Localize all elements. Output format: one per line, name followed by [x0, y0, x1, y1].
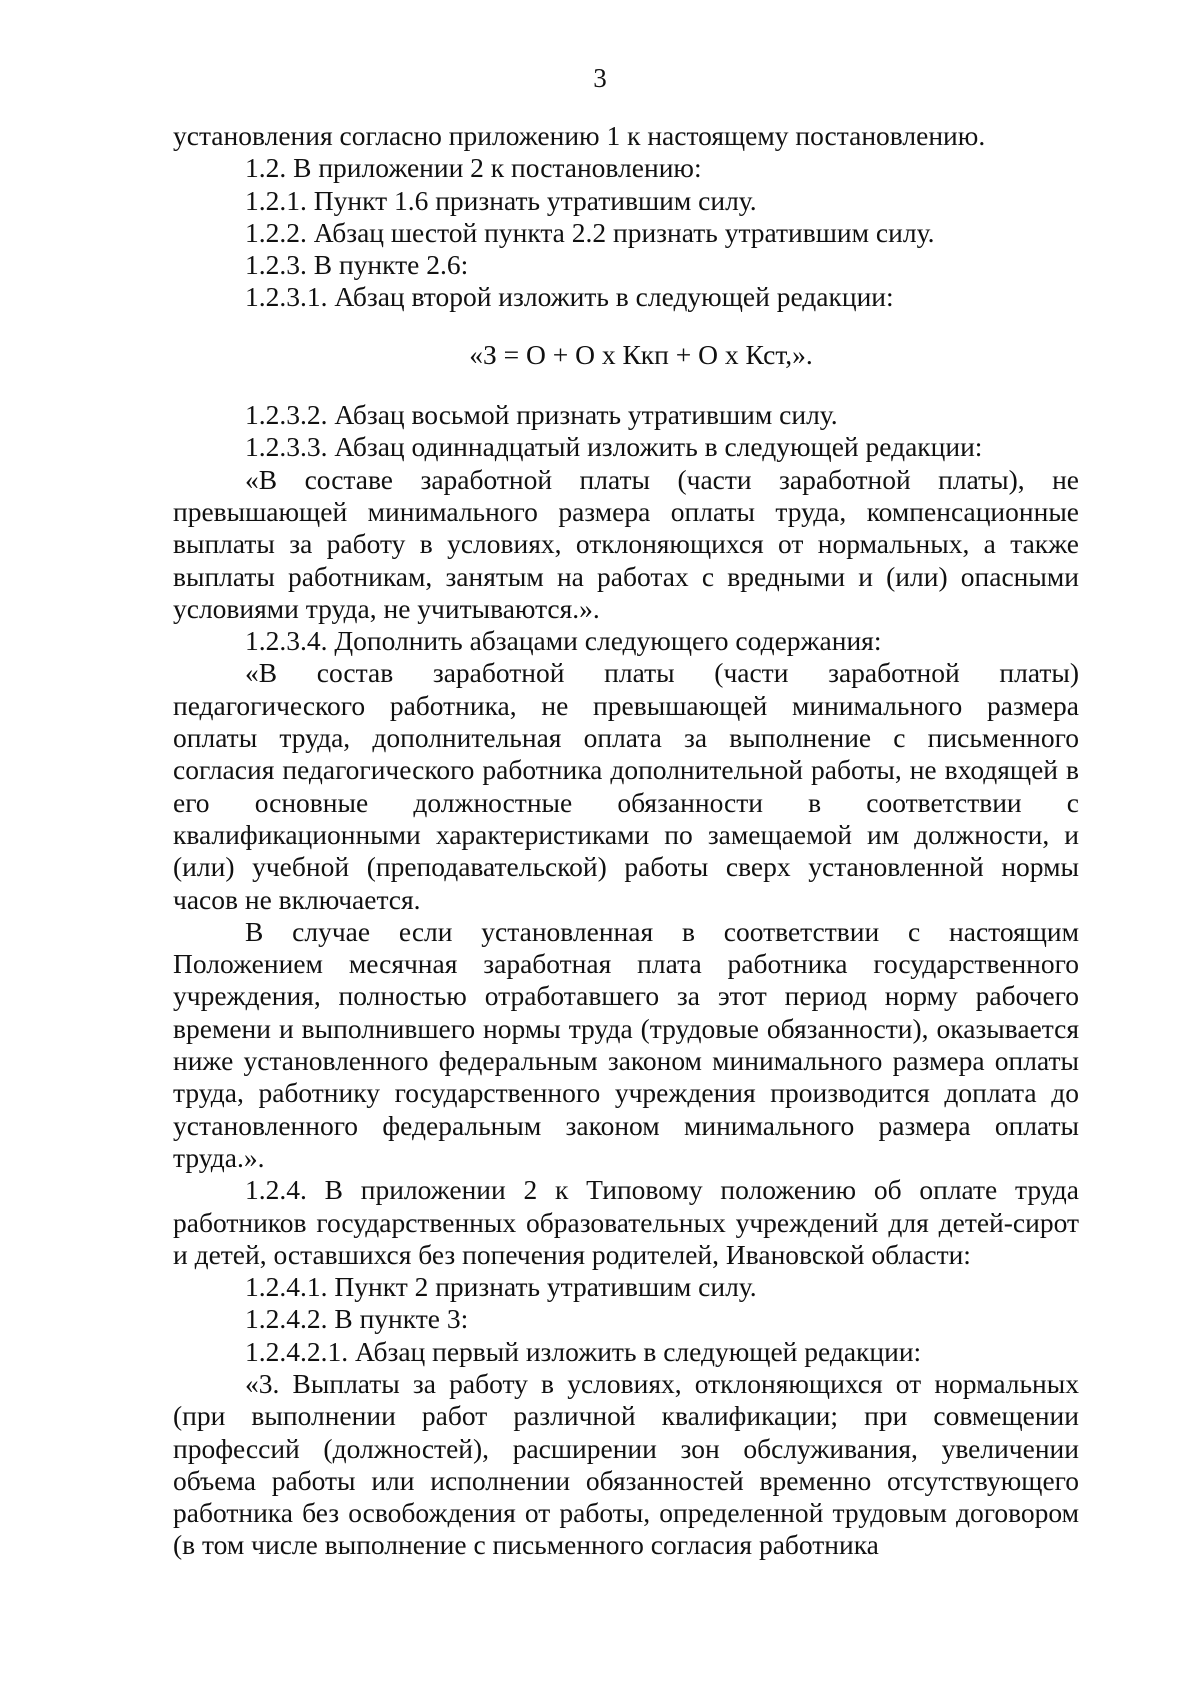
document-body — [173, 120, 1079, 1562]
quoted-paragraph: В случае если установленная в соответствии с настоящим Положением месячная заработная плата работника государственного учреждения, полностью отработавшего за этот период норму рабочего времени и выполнившего нормы труда (трудовые обязанности), оказывается ниже установленного федеральным законом минимального размера оплаты труда, работнику государственного учреждения производится доплата до установленного федеральным законом минимального размера оплаты труда.». — [173, 915, 1079, 1173]
paragraph: 1.2.4.1. Пункт 2 признать утратившим силу. — [245, 1271, 757, 1303]
paragraph: 1.2. В приложении 2 к постановлению: — [245, 152, 702, 184]
paragraph: 1.2.4.2. В пункте 3: — [245, 1303, 469, 1335]
page-number: 3 — [593, 63, 607, 93]
quoted-paragraph: «3. Выплаты за работу в условиях, отклоняющихся от нормальных (при выполнении работ различной квалификации; при совмещении профессий (должностей), расширении зон обслуживания, увеличении объема работы или исполнении обязанностей временно отсутствующего работника без освобождения от работы, определенной трудовым договором (в том числе выполнение с письменного согласия работника — [173, 1367, 1079, 1561]
paragraph: 1.2.1. Пункт 1.6 признать утратившим силу. — [245, 184, 757, 216]
quoted-paragraph: «В составе заработной платы (части заработной платы), не превышающей минимального размера оплаты труда, компенсационные выплаты за работу в условиях, отклоняющихся от нормальных, а также выплаты работникам, занятым на работах с вредными и (или) опасными условиями труда, не учитываются.». — [173, 463, 1079, 624]
formula: «З = О + О х Ккп + О х Кст,». — [469, 338, 813, 370]
paragraph: 1.2.3. В пункте 2.6: — [245, 249, 469, 281]
paragraph: 1.2.3.1. Абзац второй изложить в следующей редакции: — [245, 281, 894, 313]
paragraph: 1.2.3.2. Абзац восьмой признать утратившим силу. — [245, 399, 838, 431]
paragraph: 1.2.3.3. Абзац одиннадцатый изложить в следующей редакции: — [245, 431, 983, 463]
paragraph: 1.2.3.4. Дополнить абзацами следующего содержания: — [245, 625, 882, 657]
paragraph: установления согласно приложению 1 к настоящему постановлению. — [173, 120, 986, 151]
quoted-paragraph: «В состав заработной платы (части заработной платы) педагогического работника, не превышающей минимального размера оплаты труда, дополнительная оплата за выполнение с письменного согласия педагогического работника дополнительной работы, не входящей в его основные должностные обязанности в соответствии с квалификационными характеристиками по замещаемой им должности, и (или) учебной (преподавательской) работы сверх установленной нормы часов не включается. — [173, 657, 1079, 915]
paragraph: 1.2.4. В приложении 2 к Типовому положению об оплате труда работников государственных образовательных учреждений для детей-сирот и детей, оставшихся без попечения родителей, Ивановской области: — [173, 1174, 1079, 1270]
paragraph: 1.2.2. Абзац шестой пункта 2.2 признать утратившим силу. — [245, 216, 935, 248]
paragraph: 1.2.4.2.1. Абзац первый изложить в следующей редакции: — [245, 1335, 922, 1367]
